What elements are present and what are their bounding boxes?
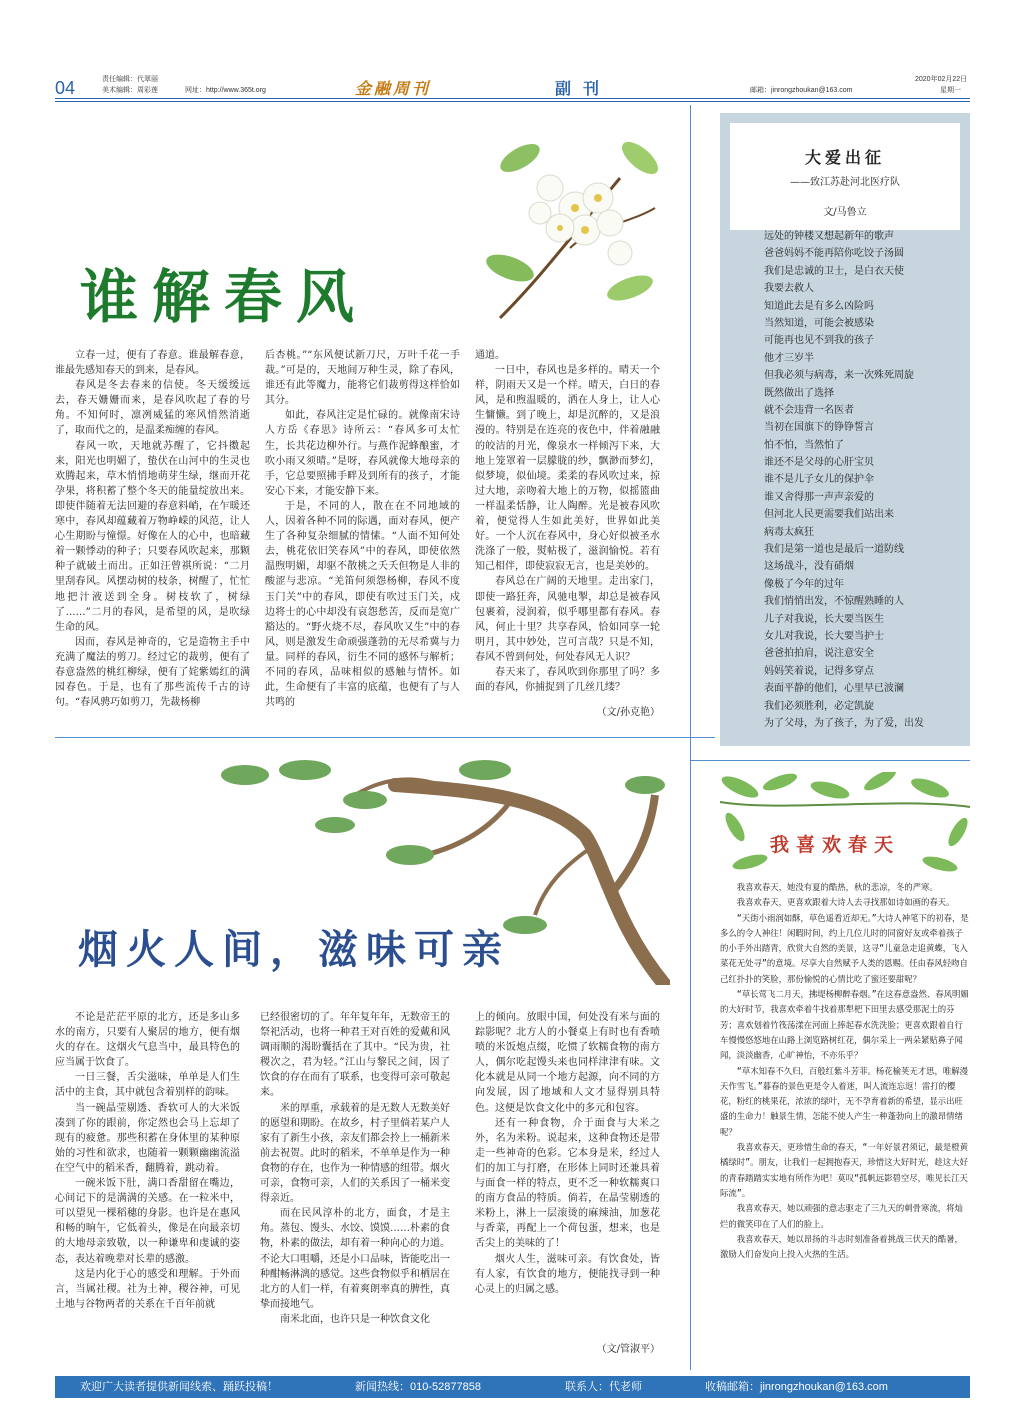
poem-line: 怕不怕，当然怕了	[764, 439, 844, 451]
footer-slogan: 欢迎广大读者提供新闻线索、踊跃投稿！	[80, 1381, 278, 1393]
website-link[interactable]: 网址：http://www.365t.org	[185, 87, 266, 94]
paragraph: 因而，春风是神奇的，它是造物主手中充满了魔法的剪刀。经过它的裁剪，便有了春意盎然的桃红柳绿，便有了姹紫嫣红的满园春色。于是，也有了那些流传千古的诗句。“春风骋巧如剪刀，先裁杨柳	[55, 636, 250, 709]
art-editor-name: 美术编辑：周彩莲	[102, 87, 158, 94]
poem-author: 文/马鲁立	[823, 207, 867, 218]
article1-column-3	[475, 348, 660, 703]
paragraph: 上的倾向。放眼中国，何处没有米与面的踪影呢？北方人的小餐桌上有时也有香喷喷的米饭炮点缀，吃惯了软糯食物的南方人，偶尔吃起馒头来也同样津津有味。文化本就是从同一个地方起源，向不同的方向发展，因了地域和人文才显得别具特色。这便是饮食文化中的多元和包容。	[475, 1012, 660, 1114]
footer-bar	[55, 1376, 970, 1398]
page-number: 04	[55, 78, 76, 98]
paragraph: “草木知春不久归，百般红紫斗芳菲。杨花榆荚无才思，唯解漫天作雪飞。”暮春的景色更是令人着迷，叫人流连忘返！雷打的樱花，粉红的桃果花，浓浓的绿叶，无不孕育着新的希望，显示出旺盛的生命力！触景生情，怎能不使人产生一种蓬勃向上的激昂情绪呢？	[720, 1065, 968, 1137]
poem-line: 谁还不是父母的心肝宝贝	[764, 457, 874, 469]
issue-weekday: 星期一	[940, 87, 961, 94]
footer-email[interactable]: 收稿邮箱：jinrongzhoukan@163.com	[705, 1381, 888, 1393]
poem-box	[720, 113, 970, 746]
poem-line: 我们是忠诚的卫士，是白衣天使	[764, 265, 904, 277]
paragraph: 南米北面，也许只是一种饮食文化	[280, 1313, 430, 1325]
paragraph: 不论是茫茫平原的北方，还是多山多水的南方，只要有人聚居的地方，便有烟火的存在。这烟火气息当中，最具特色的应当属于饮食了。	[55, 1012, 240, 1069]
poem-line: 就不会违背一名医者	[764, 404, 854, 416]
poem-title-box	[730, 123, 960, 230]
poem-line: 谁又舍得那一声声亲爱的	[764, 491, 874, 503]
paragraph: 我喜欢春天，她以顽强的意志驱走了三九天的刺骨寒流，将灿烂的微笑印在了人们的脸上。	[720, 1203, 963, 1229]
section-divider	[55, 737, 715, 738]
poem-line: 既然做出了选择	[764, 387, 834, 399]
poem-line: 妈妈笑着说，记得多穿点	[764, 665, 874, 677]
poem-title: 大爱出征	[804, 148, 885, 167]
poem-line: 我们必须胜利，必定凯旋	[764, 700, 874, 712]
poem-lines	[764, 228, 964, 732]
paragraph: 一碗米饭下肚，满口香甜留在嘴边，心间记下的是满满的关感。在一粒米中，可以望见一棵稻穗的身影。也许是在惠风和畅的晌午，它低着头，像是在向最亲切的大地母亲致敬，以一种谦卑和虔诚的姿态，表达着晚辈对长辈的感激。	[55, 1178, 240, 1265]
poem-line: 谁不是儿子女儿的保护伞	[764, 474, 874, 486]
poem-line: 知道此去是有多么凶险吗	[764, 300, 874, 312]
paragraph: 而在民风淳朴的北方，面食，才是主角。蒸包、馒头、水饺、馍馍……朴素的食物，朴素的做法，却有着一种向心的力道。不论大口咀嚼，还是小口品味，皆能吃出一种酣畅淋漓的感觉。这些食物似乎和栖居在北方的人们一样，有着爽朗率真的脾性，真挚而接地气。	[260, 1208, 450, 1310]
article2-column-1	[55, 1010, 240, 1355]
article2-column-3	[475, 1010, 660, 1330]
poem-line: 女儿对我说，长大要当护士	[764, 630, 884, 642]
paragraph: 于是，不同的人，散在在不同地域的人，因着各种不同的际遇，面对春风，便产生了各种复杂细腻的情愫。“人面不知何处去，桃花依旧笑春风”中的春风，即使依然温煦明媚，却驱不散桃之夭夭但物是人非的酸涩与悲凉。“羌笛何须怨杨柳，春风不度玉门关”中的春风，即使有吹过玉门关，戍边将士的心中却没有哀怨愁苦，反而是宽广豁达的。“野火烧不尽，春风吹又生”中的春风，则是激发生命顽强蓬勃的无尽希冀与力量。同样的春风，衍生不同的感怀与解析；不同的春风，品味相似的感触与情怀。如此，生命便有了丰富的底蕴，也便有了与人共鸣的	[265, 500, 460, 709]
section-name: 副刊	[555, 79, 612, 98]
paragraph: 春风一吹，天地就苏醒了，它抖擞起来，阳光也明媚了，蛰伏在山河中的生灵也欢腾起来，草木悄悄地萌芽生绿，继而开花孕果，将积蓄了整个冬天的能量绽放出来。即使伴随着无法回避的春意料峭，在乍暖还寒中，春风却蕴藏着万物峥嵘的风范，让人心生期盼与憧憬。好像在人的心中，也暗藏着一颗悸动的种子；只要春风吹起来，那颗种子就破土而出。正如汪曾祺所说：“二月里刮春风。风摆动树的枝条，树醒了，忙忙地把汁液送到全身。树枝软了，树绿了……”二月的春风，是希望的风，是吹绿生命的风。	[55, 440, 250, 633]
poem-line: 儿子对我说，长大要当医生	[764, 613, 884, 625]
paragraph: 米的厚重，承载着的是无数人无数美好的愿望和期盼。在故乡，村子里倘若某户人家有了新生小孩，亲友们都会拎上一桶新米前去祝贺。此时的稻米，不单单是作为一种食物的存在，也作为一种情感的纽带。烟火可亲，食物可亲，人们的关系因了一桶米变得亲近。	[260, 1102, 450, 1205]
poem-line: 爸爸拍拍肩，说注意安全	[764, 648, 874, 660]
paragraph: 还有一种食物，介于面食与大米之外，名为米粉。说起来，这种食物还是带走一些神奇的色彩。它本身是米，经过人们的加工与打磨，在形体上同时还兼具着与面食一样的特点，更不乏一种软糯爽口的南方食品的特质。倘若，在晶莹剔透的米粉上，淋上一层滚烫的麻辣油，加葱花与香菜，再配上一个荷包蛋，想来，也是舌尖上的美味的了！	[475, 1117, 660, 1250]
poem-line: 但河北人民更需要我们站出来	[764, 509, 894, 521]
header-rule	[55, 98, 970, 99]
paragraph: 我喜欢春天，更珍惜生命的春天，“一年好景君须记，最是橙黄橘绿时”。朋友，让我们一起拥抱春天，珍惜这大好时光，趁这大好的青春踏踏实实地有所作为吧！莫叹“孤帆远影碧空尽，唯见长江天际流”。	[720, 1142, 968, 1198]
poem-line: 但我必须与病毒，来一次殊死周旋	[764, 370, 914, 382]
poem-line: 像极了今年的过年	[764, 578, 844, 590]
poem-line: 病毒太疯狂	[764, 526, 814, 538]
paragraph: “草长莺飞二月天，拂堤杨柳醉春烟。”在这春意盎然、春风明媚的大好时节，我喜欢牵着牛找着那犁杷下田里去感受那泥土的芬芳；喜欢划着竹筏荡漾在河面上捧起春水洗洗脸；更喜欢跟着自行车慢慢悠悠地在山路上浏览路树红花，偶尔采上一两朵紧贴鼻子闻闻，淡淡幽香，心旷神怡，不亦乐乎？	[720, 989, 969, 1061]
article3-title: 我喜欢春天	[770, 834, 901, 856]
article3-body	[720, 880, 970, 1350]
paragraph: 我喜欢春天，她以昂扬的斗志时刻准备着挑战三伏天的酷暑，激励人们奋发向上投入火热的生活。	[720, 1233, 963, 1260]
paragraph: 我喜欢春天，她没有夏的酷热，秋的悲凉，冬的严寒。	[736, 882, 938, 892]
paragraph: 立春一过，便有了春意。谁最解春意，谁最先感知春天的到来，是春风。	[55, 350, 250, 377]
poem-line: 表面平静的他们，心里早已波澜	[764, 683, 904, 695]
paragraph: 一日中，春风也是多样的。晴天一个样，阴雨天又是一个样。晴天，白日的春风，是和煦温暖的，洒在人身上，让人心生慵懒。到了晚上，却是沉醉的，又是浪漫的。特别是在连亮的夜色中，伴着融融的皎洁的月光，像泉水一样倾泻下来，大地上笼罩着一层朦胧的纱，飘渺而梦幻，似梦境，似仙境。柔柔的春风吹过来，掠过大地，亲吻着大地上的万物，似摇篮曲一样温柔恬静，让人陶醉。光是被春风吹着，便觉得人生如此美好，世界如此美好。一个人沉在春风中，身心好似被圣水洗涤了一般，熨帖极了，滋润愉悦。若有知己相伴，即使寂寂无言，也是美妙的。	[475, 365, 660, 573]
poem-line: 这场战斗，没有硝烟	[764, 561, 854, 573]
paragraph: 当一碗晶莹剔透、香软可人的大米饭凑到了你的跟前，你定然也会马上忘却了现有的疲惫。那些积蓄在身体里的某种原始的习性和欲求，也随着一颗颗幽幽流溢在空气中的稻米香，翻腾着，跳动着。	[55, 1102, 240, 1174]
paragraph: 通道。	[475, 350, 505, 361]
poem-line: 当初在国旗下的铮铮誓言	[764, 422, 874, 434]
poem-line: 爸爸妈妈不能再陪你吃饺子汤圆	[764, 248, 904, 260]
article1-column-2	[265, 348, 460, 716]
page-header	[55, 72, 970, 104]
poem-line: 我们是第一道也是最后一道防线	[764, 544, 904, 556]
poem-line: 为了父母，为了孩子，为了爱，出发	[764, 717, 924, 729]
flower-illustration	[480, 118, 665, 338]
editor-credits	[102, 74, 158, 96]
section-divider-right	[690, 760, 970, 761]
article1-author: （文/孙克艳）	[596, 707, 660, 718]
editor-name: 责任编辑：代翠丽	[102, 76, 158, 83]
paragraph: 烟火人生，滋味可亲。有饮食处，皆有人家，有饮食的地方，便能找寻到一种心灵上的归属之感。	[475, 1253, 660, 1295]
issue-date: 2020年02月22日	[915, 76, 968, 83]
poem-line: 远处的钟楼又想起新年的歌声	[764, 231, 894, 242]
header-email[interactable]: 邮箱：jinrongzhoukan@163.com	[750, 87, 853, 94]
paragraph: 春风是冬去春来的信使。冬天缓缓远去，春天姗姗而来，是春风吹起了春的号角。不知何时，凛冽威猛的寒风悄然消逝了，取而代之的，是温柔痴缠的春风。	[55, 380, 250, 437]
poem-line: 我要去救人	[764, 283, 814, 295]
poem-subtitle: ——致江苏赴河北医疗队	[790, 177, 900, 188]
article1-column-1	[55, 348, 250, 716]
article1-title: 谁解春风	[80, 263, 369, 331]
paragraph: 后杏桃。”“东风便试新刀尺，万叶千花一手裁。”可是的，天地间万种生灵，除了春风，谁还有此等魔力，能将它们裁剪得这样恰如其分。	[265, 350, 460, 407]
article2-title: 烟火人间，滋味可亲	[78, 926, 510, 973]
footer-hotline: 新闻热线：010-52877858	[355, 1381, 481, 1393]
poem-line: 他才三岁半	[764, 352, 814, 364]
paragraph: “天街小雨润如酥，草色遥看近却无。”大诗人神笔下的初春，是多么的令人神往！闲暇时间，约上几位儿时的同窗好友或牵着孩子的小手外出踏青，欣赏大自然的美景，这寻“儿童急走追黄蝶，飞入菜花无处寻”的意境。尽享大自然赋予人类的恩赐。任由春风轻吻自己红扑扑的笑脸，那份愉悦的心情比吃了蜜还要甜呢？	[720, 912, 969, 984]
poem-line: 可能再也见不到我的孩子	[764, 335, 874, 347]
paragraph: 已经很密切的了。年年复年年，无数帝王的祭祀活动，也将一种君王对百姓的爱戴和风调雨顺的渴盼囊括在了其中。“民为贵，社稷次之，君为轻。”江山与黎民之间，因了饮食的存在而有了联系，也变得可亲可敬起来。	[260, 1012, 450, 1099]
footer-contact: 联系人：代老师	[565, 1381, 642, 1393]
paragraph: 这是内化于心的感受和理解。于外而言，当属社稷。社为土神，稷谷神，可见土地与谷物两者的关系在千百年前就	[55, 1268, 240, 1310]
poem-line: 我们悄悄出发，不惊醒熟睡的人	[764, 596, 904, 608]
paragraph: 我喜欢春天，更喜欢跟着大诗人去寻找那如诗如画的春天。	[736, 897, 955, 908]
poem-line: 当然知道，可能会被感染	[764, 317, 874, 329]
leaves-banner	[720, 772, 970, 872]
paper-name: 金融周刊	[355, 79, 432, 98]
paragraph: 春风总在广阔的天地里。走出家门，即使一路狂奔，风驰电掣，却总是被春风包裹着，浸润着，似乎哪里都有春风。春风，何止十里？共享春风，恰如同享一轮明月，其中妙处，岂可言哉？只是不知，春风不曾到何处，何处春风无人识？	[475, 576, 660, 663]
paragraph: 春天来了，春风吹到你那里了吗？多面的春风，你捕捉到了几丝几缕？	[475, 666, 660, 694]
header-rule-2	[55, 101, 970, 102]
paragraph: 如此，春风注定是忙碌的。就像南宋诗人方岳《春思》诗所云：“春风多可太忙生，长共花边柳外行。与燕作泥蜂酿蜜，才吹小雨又须晴。”是呀，春风就像大地母亲的手，它总要照拂手畔及到所有的孩子，才能安心下来，才能安静下来。	[265, 410, 460, 497]
paragraph: 一日三餐，舌尖滋味，单单是人们生活中的主食，其中就包含着别样的韵味。	[55, 1072, 240, 1099]
article2-column-2	[260, 1010, 450, 1355]
article2-author: （文/管淑平）	[596, 1344, 660, 1355]
